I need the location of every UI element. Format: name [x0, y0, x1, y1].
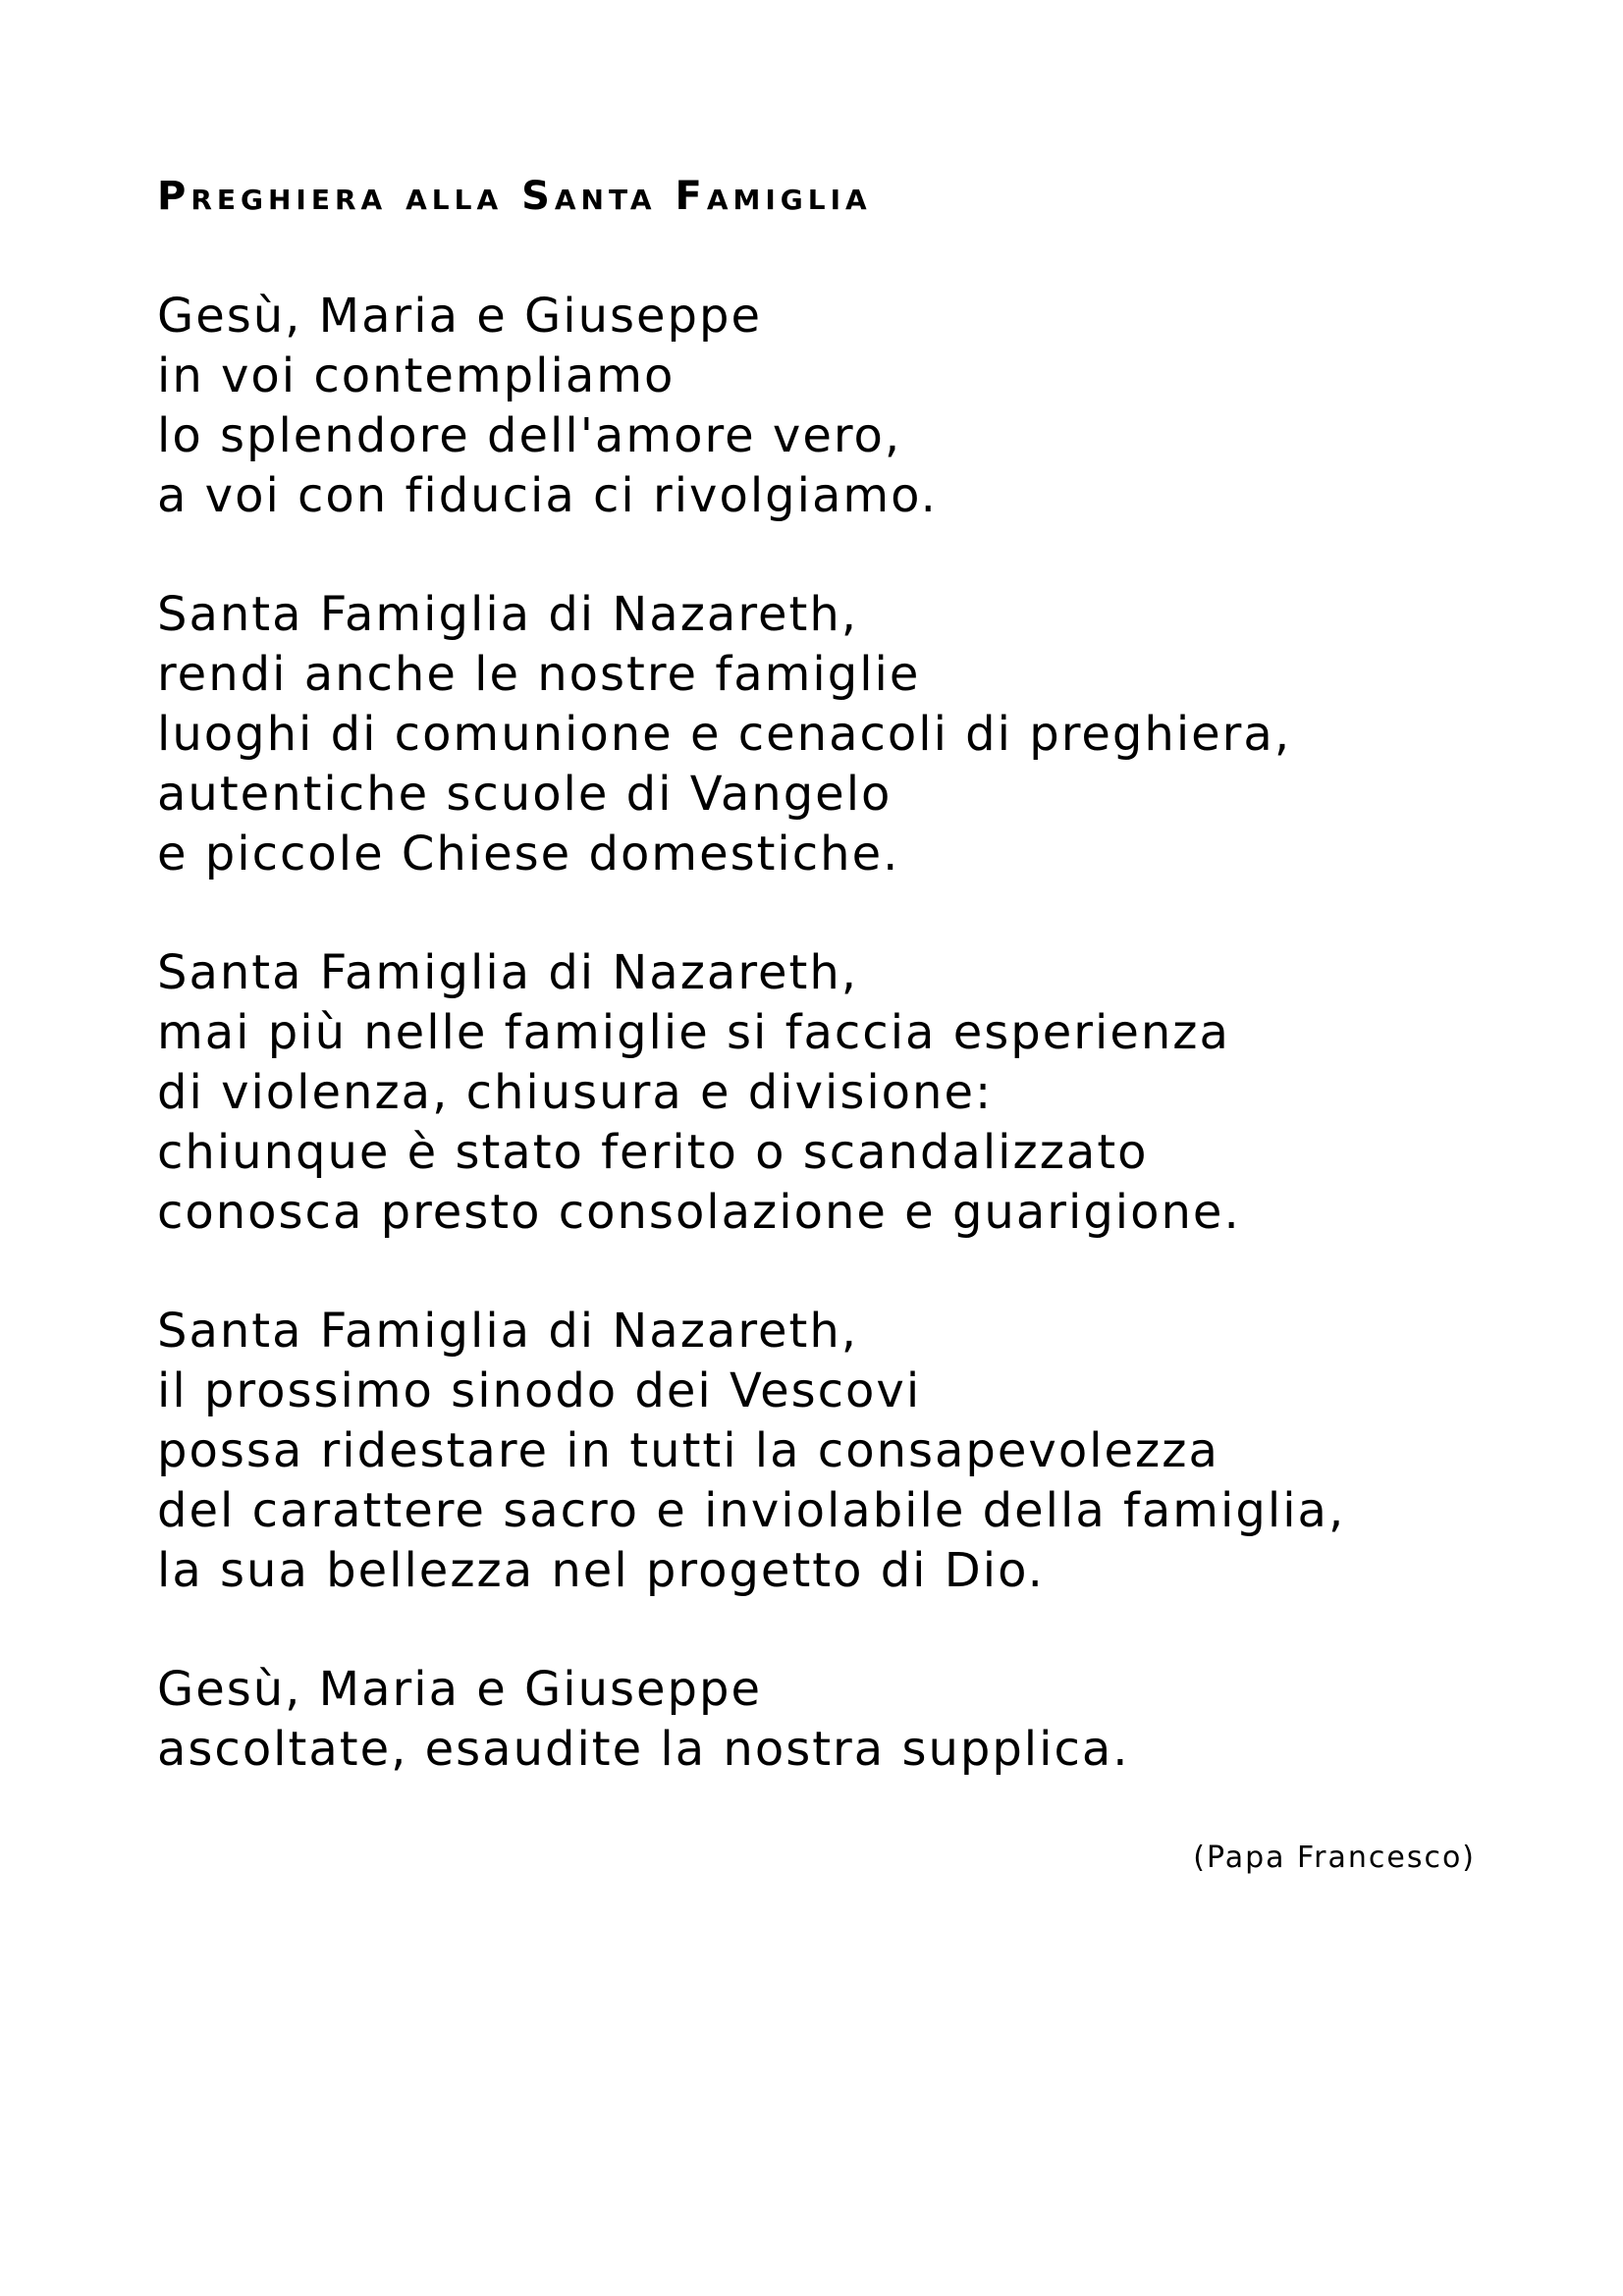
verse-line: Santa Famiglia di Nazareth, — [157, 1304, 859, 1359]
stanza — [157, 943, 1532, 1243]
verse-line: luoghi di comunione e cenacoli di preghiera, — [157, 707, 1292, 762]
verse-line: Santa Famiglia di Nazareth, — [157, 587, 859, 642]
stanza — [157, 287, 1532, 526]
verse-line: autentiche scuole di Vangelo — [157, 767, 893, 822]
verse-line: il prossimo sinodo dei Vescovi — [157, 1363, 922, 1418]
verse-line: di violenza, chiusura e divisione: — [157, 1065, 994, 1120]
stanza — [157, 1302, 1532, 1601]
prayer-title: Preghiera alla Santa Famiglia — [157, 174, 872, 219]
verse-line: possa ridestare in tutti la consapevolezza — [157, 1423, 1219, 1478]
verse-line: ascoltate, esaudite la nostra supplica. — [157, 1722, 1130, 1777]
verse-line: in voi contempliamo — [157, 348, 676, 403]
stanza — [157, 1660, 1532, 1780]
verse-line: Gesù, Maria e Giuseppe — [157, 1662, 762, 1717]
verse-line: e piccole Chiese domestiche. — [157, 827, 900, 881]
author-attribution: (Papa Francesco) — [1193, 1841, 1476, 1875]
verse-line: Gesù, Maria e Giuseppe — [157, 289, 762, 344]
verse-line: mai più nelle famiglie si faccia esperienza — [157, 1005, 1230, 1060]
verse-line: chiunque è stato ferito o scandalizzato — [157, 1125, 1149, 1180]
stanza — [157, 585, 1532, 884]
verse-line: a voi con fiducia ci rivolgiamo. — [157, 468, 938, 523]
prayer-body — [157, 287, 1532, 1839]
verse-line: rendi anche le nostre famiglie — [157, 647, 921, 702]
verse-line: Santa Famiglia di Nazareth, — [157, 945, 859, 1000]
verse-line: la sua bellezza nel progetto di Dio. — [157, 1543, 1045, 1598]
verse-line: conosca presto consolazione e guarigione. — [157, 1185, 1241, 1240]
verse-line: del carattere sacro e inviolabile della famiglia, — [157, 1483, 1346, 1538]
verse-line: lo splendore dell'amore vero, — [157, 408, 902, 463]
